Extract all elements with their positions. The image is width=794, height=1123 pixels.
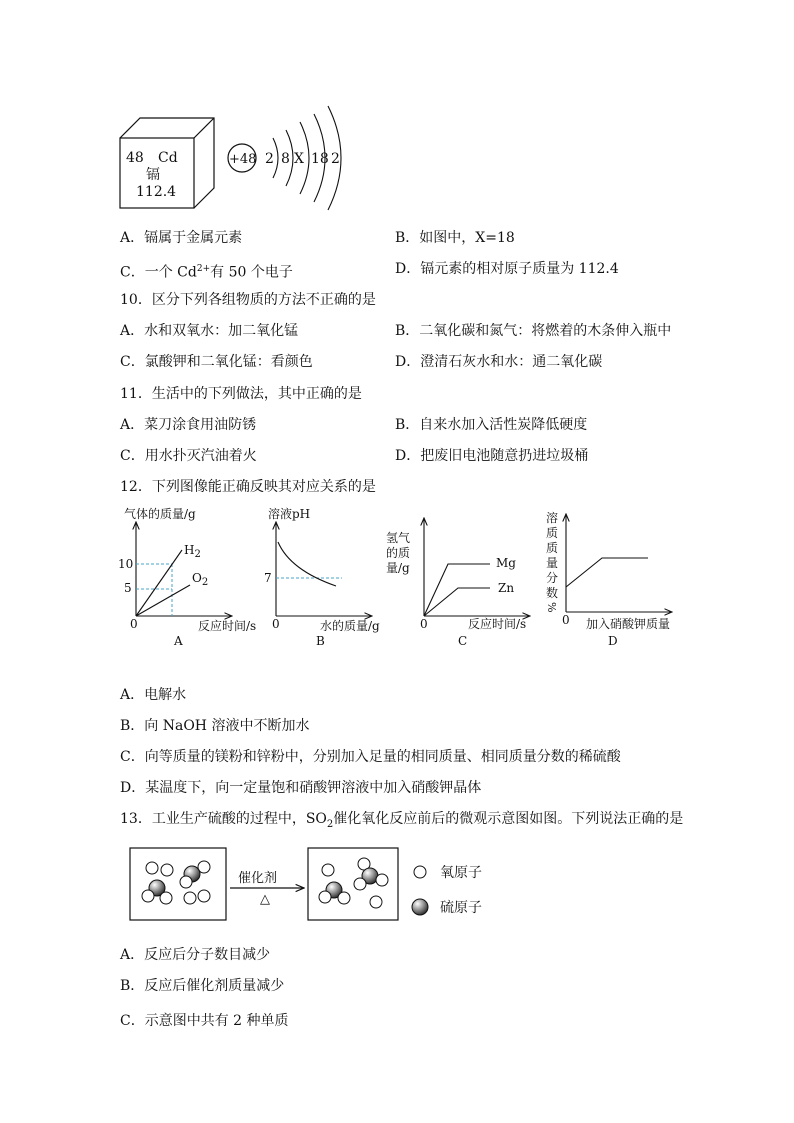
shell-3: X	[294, 151, 304, 167]
graph-d-caption: D	[608, 634, 618, 648]
q11-option-a: A．菜刀涂食用油防锈	[120, 417, 257, 433]
catalyst-label: 催化剂	[238, 871, 278, 886]
q13-reaction-diagram	[120, 840, 520, 930]
reactant-box	[130, 848, 226, 920]
q9-option-d: D．镉元素的相对原子质量为 112.4	[395, 261, 619, 277]
graph-b-curve	[278, 542, 336, 586]
graph-c	[386, 518, 530, 648]
graph-b-ylabel: 溶液pH	[268, 507, 311, 521]
atom-structure	[228, 106, 341, 210]
graph-c-origin: 0	[420, 617, 428, 631]
q10-option-d: D．澄清石灰水和水：通二氧化碳	[395, 354, 603, 370]
graph-d-ylabel-4: 量	[546, 556, 559, 570]
graph-d-ylabel-3: 质	[546, 541, 559, 555]
graph-c-xlabel: 反应时间/s	[468, 617, 527, 631]
element-number: 48	[126, 150, 144, 166]
graph-b-y7: 7	[264, 571, 272, 585]
cadmium-figure	[110, 100, 370, 218]
graph-b-caption: B	[316, 634, 325, 648]
graph-c-zn-line	[424, 588, 490, 616]
legend-oxygen-icon	[414, 866, 426, 878]
graph-a-xlabel: 反应时间/s	[198, 619, 257, 633]
graph-b-xlabel: 水的质量/g	[320, 619, 380, 633]
graph-c-zn: Zn	[498, 581, 515, 595]
legend-oxygen: 氧原子	[440, 865, 482, 881]
graph-d-ylabel-5: 分	[546, 571, 559, 585]
shell-4: 18	[311, 151, 329, 167]
graph-d-xlabel: 加入硝酸钾质量	[586, 617, 671, 631]
shell-1: 2	[265, 151, 274, 167]
graph-a-y5: 5	[124, 581, 132, 595]
legend-sulfur: 硫原子	[440, 900, 482, 916]
element-symbol: Cd	[158, 150, 178, 166]
graph-a-origin: 0	[130, 617, 138, 631]
graph-d-ylabel-1: 溶	[546, 511, 559, 525]
q13-option-a: A．反应后分子数目减少	[120, 947, 271, 963]
graph-a-y10: 10	[118, 557, 134, 571]
graph-c-ylabel-3: 量/g	[386, 561, 410, 575]
q9-option-c: C．一个 $Cd^{2+}$有 50 个电子	[120, 264, 293, 281]
graph-c-ylabel-2: 的质	[386, 546, 411, 560]
element-mass: 112.4	[136, 184, 177, 200]
q13-option-c: C．示意图中共有 2 种单质	[120, 1013, 289, 1029]
graph-c-caption: C	[458, 634, 468, 648]
q9-option-b: B．如图中，X=18	[395, 230, 515, 246]
q10-option-a: A．水和双氧水：加二氧化锰	[120, 323, 299, 339]
graph-b-origin: 0	[272, 617, 280, 631]
q11-stem: 11．生活中的下列做法，其中正确的是	[120, 386, 362, 402]
graph-d-ylabel-2: 质	[546, 526, 559, 540]
graph-d	[545, 510, 672, 648]
q10-option-c: C．氯酸钾和二氧化锰：看颜色	[120, 354, 313, 370]
graph-a	[118, 506, 256, 648]
graph-c-mg: Mg	[496, 556, 516, 570]
q10-option-b: B．二氧化碳和氮气：将燃着的木条伸入瓶中	[395, 323, 672, 339]
graph-a-h2-line	[136, 550, 182, 616]
graph-c-ylabel-1: 氢气	[386, 531, 411, 545]
q12-graphs	[110, 500, 690, 652]
element-name: 镉	[146, 167, 160, 183]
q13-stem: 13．工业生产硫酸的过程中，$SO_2$催化氧化反应前后的微观示意图如图。下列说法正确的是	[120, 811, 684, 830]
graph-a-caption: A	[174, 634, 183, 648]
q10-stem: 10．区分下列各组物质的方法不正确的是	[120, 292, 376, 308]
q9-option-a: A．镉属于金属元素	[120, 230, 243, 246]
product-box	[308, 848, 398, 920]
q12-option-a: A．电解水	[120, 687, 187, 703]
graph-a-ylabel: 气体的质量/g	[124, 507, 196, 521]
nucleus-charge: +48	[229, 152, 257, 167]
q12-option-d: D．某温度下，向一定量饱和硝酸钾溶液中加入硝酸钾晶体	[120, 780, 482, 796]
graph-d-ylabel-6: 数	[546, 586, 559, 600]
shell-5: 2	[331, 151, 340, 167]
q12-stem: 12．下列图像能正确反映其对应关系的是	[120, 479, 376, 495]
q12-option-b: B．向 NaOH 溶液中不断加水	[120, 718, 310, 734]
graph-d-ylabel-7: %	[545, 602, 558, 613]
q11-option-d: D．把废旧电池随意扔进垃圾桶	[395, 448, 589, 464]
shell-2: 8	[281, 151, 290, 167]
q11-option-c: C．用水扑灭汽油着火	[120, 448, 257, 464]
q13-option-b: B．反应后催化剂质量减少	[120, 978, 285, 994]
legend-sulfur-icon	[412, 899, 428, 915]
graph-a-o2-line	[136, 585, 190, 616]
heat-symbol: △	[260, 892, 270, 907]
q11-option-b: B．自来水加入活性炭降低硬度	[395, 417, 588, 433]
graph-a-h2: $H_2$	[184, 543, 201, 560]
graph-d-line	[566, 558, 648, 587]
graph-b	[264, 506, 380, 648]
graph-d-origin: 0	[562, 613, 570, 627]
q12-option-c: C．向等质量的镁粉和锌粉中，分别加入足量的相同质量、相同质量分数的稀硫酸	[120, 749, 621, 765]
graph-a-o2: $O_2$	[192, 571, 209, 588]
